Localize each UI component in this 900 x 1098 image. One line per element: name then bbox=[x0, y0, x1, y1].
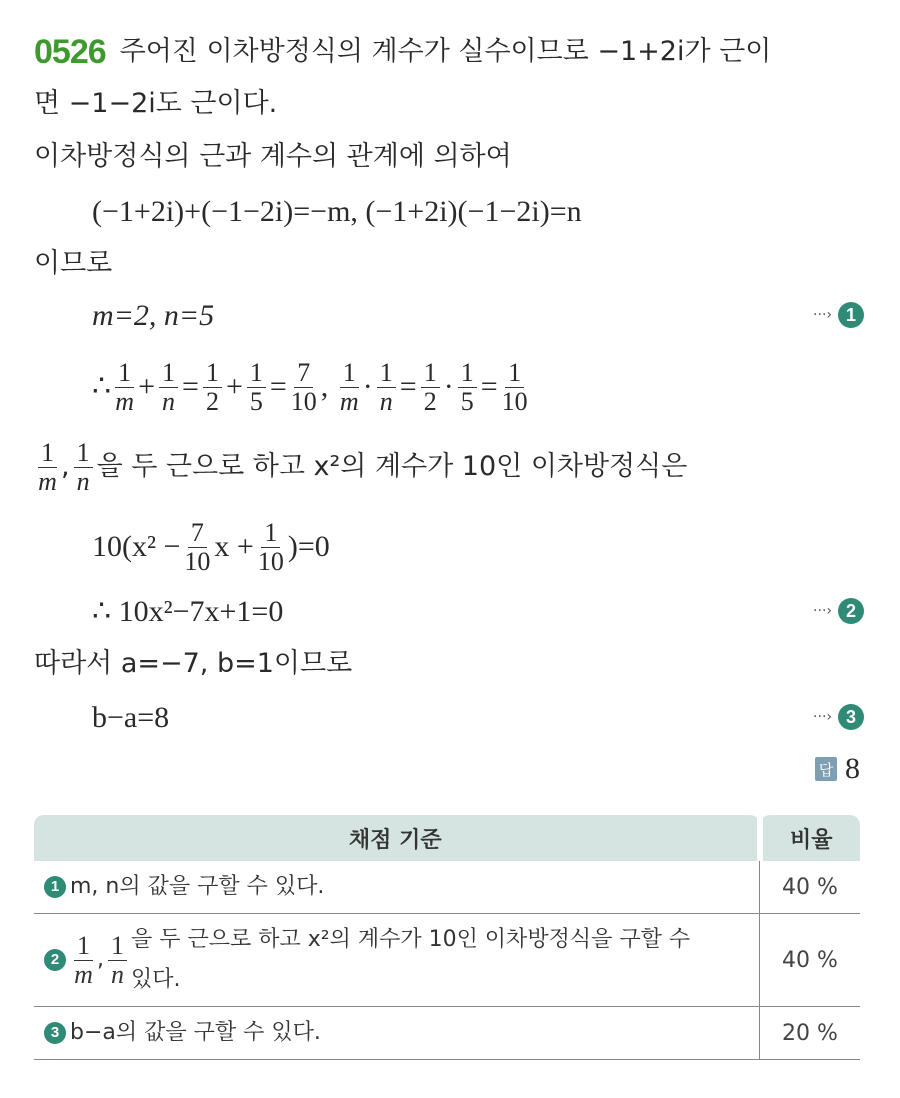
line-8: $\frac{1}{m}$ , $\frac{1}{n}$ 을 두 근으로 하고 x²의 계수가 10인 이차방정식은 bbox=[38, 437, 688, 496]
quadratic-result: ∴ 10x²−7x+1=0 bbox=[92, 595, 284, 628]
circle-number-icon: 1 bbox=[838, 302, 864, 328]
line-2: 면 −1−2i도 근이다. bbox=[34, 88, 278, 119]
line-3: 이차방정식의 근과 계수의 관계에 의하여 bbox=[34, 141, 512, 172]
table-row: 3 b−a의 값을 구할 수 있다. 20 % bbox=[34, 1007, 860, 1060]
answer-icon: 답 bbox=[815, 757, 837, 781]
step-marker-3: ···› 3 bbox=[813, 704, 864, 730]
m-n-values: m=2, n=5 bbox=[92, 299, 215, 332]
circle-number-icon: 2 bbox=[838, 598, 864, 624]
step-marker-1: ···› 1 bbox=[813, 302, 864, 328]
answer: 답 8 bbox=[815, 752, 860, 786]
quadratic-expanded: 10(x² − $\frac{7}{10}$ x + $\frac{1}{10}$ )=0 bbox=[92, 517, 330, 576]
fraction-sums: ∴ $\frac{1}{m}$ + $\frac{1}{n}$ = $\frac{1}{2}$ + $\frac{1}{5}$ = $\frac{7}{10}$ , $\frac{1}{m}$ · $\frac{1}{n}$ = $\frac{1}{2}$ · $\frac{1}{5}$ = $\frac{1}{10}$ bbox=[92, 357, 528, 416]
problem-number: 0526 bbox=[34, 33, 106, 71]
table-row: 1 m, n의 값을 구할 수 있다. 40 % bbox=[34, 861, 860, 914]
line-5: 이므로 bbox=[34, 248, 113, 279]
table-row: 2 $\frac{1}{m}$ , $\frac{1}{n}$ 을 두 근으로 하고 x²의 계수가 10인 이차방정식을 구할 수 있다. 40 % bbox=[34, 914, 860, 1007]
final-equation: b−a=8 bbox=[92, 701, 170, 734]
line-11: 따라서 a=−7, b=1이므로 bbox=[34, 648, 353, 679]
vieta-equation: (−1+2i)+(−1−2i)=−m, (−1+2i)(−1−2i)=n bbox=[92, 195, 582, 228]
circle-number-icon: 3 bbox=[838, 704, 864, 730]
line-1: 0526 주어진 이차방정식의 계수가 실수이므로 −1+2i가 근이 bbox=[34, 33, 772, 71]
step-marker-2: ···› 2 bbox=[813, 598, 864, 624]
grading-table: 채점 기준 비율 1 m, n의 값을 구할 수 있다. 40 % 2 $\frac{1}{m}$ , $\frac{1}{n}$ 을 두 근으로 하고 x²의 계수가 10인 이차방정식을 구할 수 있다. 40 % 3 b−a의 값을 구할 수 있다. 20 % bbox=[34, 815, 860, 1060]
